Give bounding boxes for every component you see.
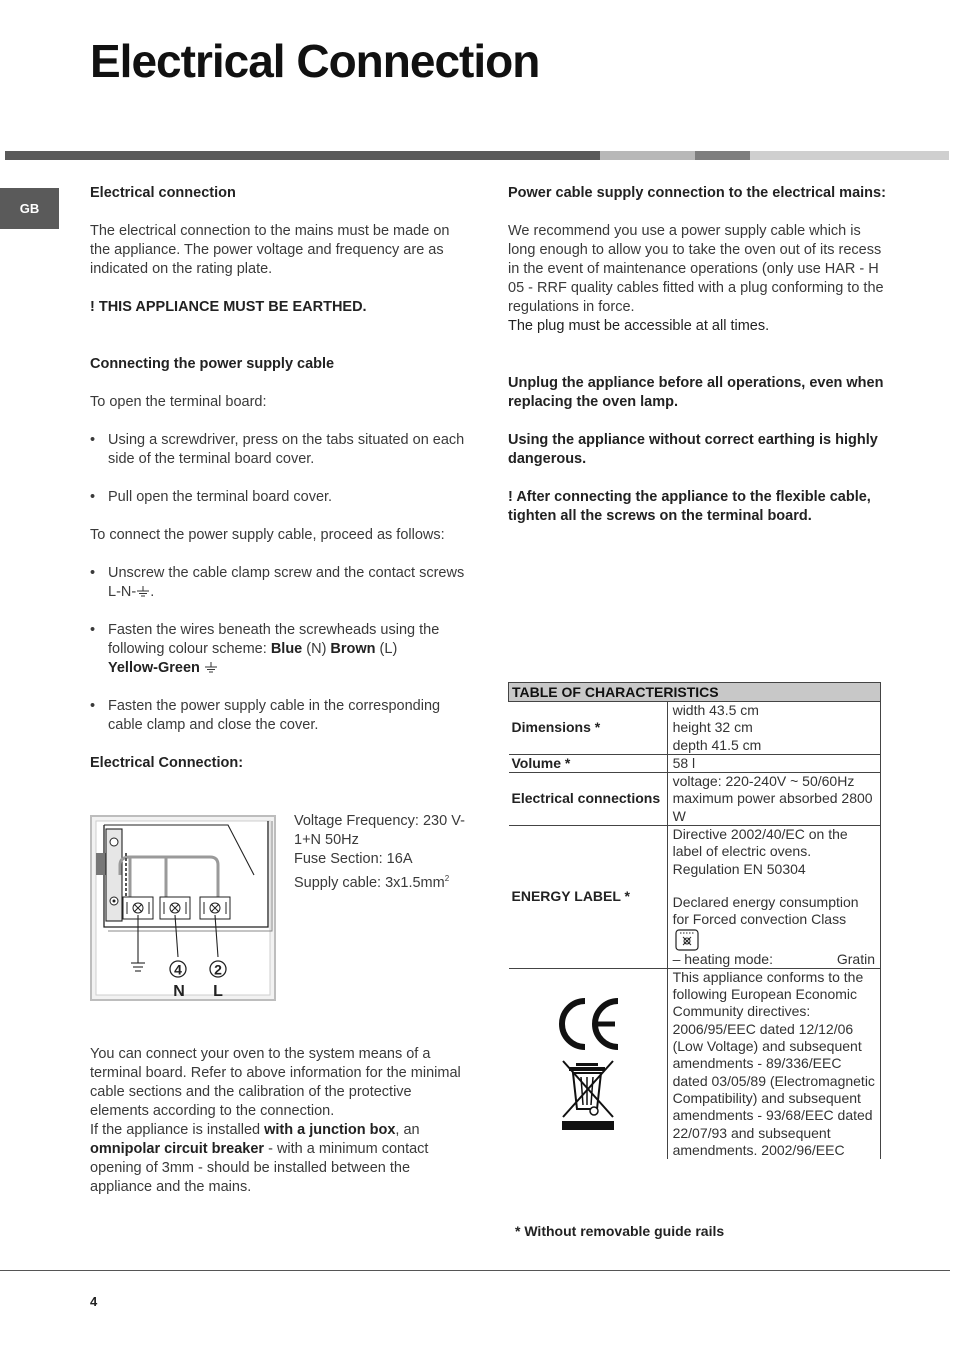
recommend-paragraph: We recommend you use a power supply cable which is long enough to allow you to take the oven out of its recess in the event of maintenance operations (only use HAR - H 05 - RRF quality cables fitted with a plug conforming to the regulations in force. [508, 223, 884, 315]
voltage-value: voltage: 220-240V ~ 50/60Hz [672, 773, 855, 790]
power-value: maximum power absorbed 2800 W [672, 790, 873, 824]
spec-voltage: Voltage Frequency: 230 V-1+N 50Hz [294, 813, 465, 848]
power-cable-heading: Power cable supply connection to the electrical mains: [508, 185, 886, 201]
header-band-pale [750, 151, 949, 160]
energy-label-value [667, 826, 880, 969]
step-unscrew-end: . [150, 584, 155, 600]
spec-fuse: Fuse Section: 16A [294, 851, 413, 867]
connect-intro: To connect the power supply cable, proceed as follows: [90, 527, 445, 543]
volume-value: 58 l [667, 754, 880, 772]
earthing-warning: ! THIS APPLIANCE MUST BE EARTHED. [90, 299, 367, 315]
table-row [509, 773, 881, 826]
unplug-warning: Unplug the appliance before all operations, even when replacing the oven lamp. [508, 375, 884, 410]
footnote: * Without removable guide rails [515, 1223, 725, 1239]
ce-mark-icon [555, 997, 621, 1051]
color-yellow-green: Yellow-Green [108, 660, 200, 676]
color-blue-code: (N) [302, 641, 331, 657]
energy-declared: Declared energy consumption for Forced convection Class [672, 893, 859, 928]
table-row [509, 754, 881, 772]
energy-mode-line [673, 951, 875, 968]
terminal-l-number: 2 [214, 961, 222, 978]
language-tab: GB [0, 188, 59, 229]
spec-cable [294, 869, 469, 893]
table-row [509, 702, 881, 755]
terminal-n-label: N [173, 983, 185, 1000]
junction-box-text: with a junction box [264, 1122, 396, 1138]
electrical-value [667, 773, 880, 826]
color-blue: Blue [270, 641, 303, 657]
left-column [90, 184, 468, 792]
list-item: • Fasten the power supply cable in the corresponding cable clamp and close the cover. [90, 697, 468, 735]
color-brown-code: (L) [375, 641, 398, 657]
terminal-n-number: 4 [174, 961, 182, 978]
tighten-screws-note: ! After connecting the appliance to the flexible cable, tighten all the screws on the terminal board. [508, 489, 871, 524]
list-item: • Using a screwdriver, press on the tabs situated on each side of the terminal board cover. [90, 431, 468, 469]
dimension-depth: depth 41.5 cm [672, 736, 762, 753]
spec-cable-sup: 2 [444, 874, 450, 883]
header-band-mid [695, 151, 750, 160]
page-number: 4 [90, 1294, 98, 1309]
circuit-breaker-text: omnipolar circuit breaker [90, 1141, 265, 1157]
junction-paragraph [90, 1121, 468, 1197]
dimensions-label: Dimensions * [509, 702, 668, 755]
header-band-light [600, 151, 695, 160]
open-intro: To open the terminal board: [90, 394, 267, 410]
left-column-bottom [90, 1045, 468, 1197]
system-paragraph: You can connect your oven to the system means of a terminal board. Refer to above information for the minimal cable sections and the calibration of the protective elements according to the connection. [90, 1046, 461, 1119]
dimensions-value [667, 702, 880, 755]
energy-mode-value: Gratin [836, 950, 875, 967]
junction-mid: , an [395, 1122, 420, 1138]
fasten-text: Fasten the wires beneath the screwheads using the following colour scheme: [108, 622, 440, 657]
list-item [90, 621, 468, 678]
volume-label: Volume * [509, 754, 668, 772]
earthing-danger: Using the appliance without correct earthing is highly dangerous. [508, 432, 878, 467]
junction-post: - with a minimum contact opening of 3mm - should be installed between the appliance and the mains. [90, 1141, 429, 1195]
page-title: Electrical Connection [90, 35, 540, 87]
table-row [509, 968, 881, 1159]
dimension-height: height 32 cm [672, 719, 753, 736]
footer-rule [0, 1270, 950, 1271]
energy-mode: – heating mode: [672, 950, 773, 967]
header-band-dark [5, 151, 600, 160]
weee-bin-icon [561, 1059, 615, 1131]
earth-icon [204, 662, 218, 673]
energy-label-label: ENERGY LABEL * [509, 826, 668, 969]
energy-directive: Directive 2002/40/EC on the label of electric ovens. Regulation EN 50304 [672, 826, 848, 877]
step-unscrew-text: Unscrew the cable clamp screw and the contact screws L-N- [108, 565, 465, 600]
certification-marks [509, 968, 668, 1159]
conformity-text: This appliance conforms to the following European Economic Community directives: 2006/95/EEC dated 12/12/06 (Low Voltage) and subsequent amendments - 89/336/EEC dated 03/05/89 (Electromagnetic Compatibility) and subsequent amendments - 93/68/EEC dated 22/07/93 and subsequent amendments. 2002/96/EEC [667, 968, 880, 1159]
earth-icon [136, 586, 150, 597]
oven-gratin-icon [675, 929, 699, 951]
table-title: TABLE OF CHARACTERISTICS [509, 683, 881, 702]
electrical-label: Electrical connections [509, 773, 668, 826]
section-heading: Electrical connection [90, 185, 236, 201]
cable-heading: Connecting the power supply cable [90, 356, 335, 372]
right-column [508, 184, 886, 545]
dimension-width: width 43.5 cm [672, 702, 759, 718]
terminal-l-label: L [213, 983, 223, 1000]
table-row [509, 683, 881, 702]
list-item: • Pull open the terminal board cover. [90, 488, 468, 507]
color-brown: Brown [330, 641, 376, 657]
characteristics-table [508, 682, 881, 1159]
junction-pre: If the appliance is installed [90, 1122, 265, 1138]
table-row [509, 826, 881, 969]
intro-paragraph: The electrical connection to the mains must be made on the appliance. The power voltage and frequency are as indicated on the rating plate. [90, 223, 450, 277]
terminal-board-diagram [90, 815, 276, 1001]
ec-heading: Electrical Connection: [90, 755, 244, 771]
spec-cable-text: Supply cable: 3x1.5mm [294, 874, 445, 891]
list-item [90, 564, 468, 602]
connection-specs [294, 812, 469, 893]
plug-note: The plug must be accessible at all times. [508, 318, 770, 334]
